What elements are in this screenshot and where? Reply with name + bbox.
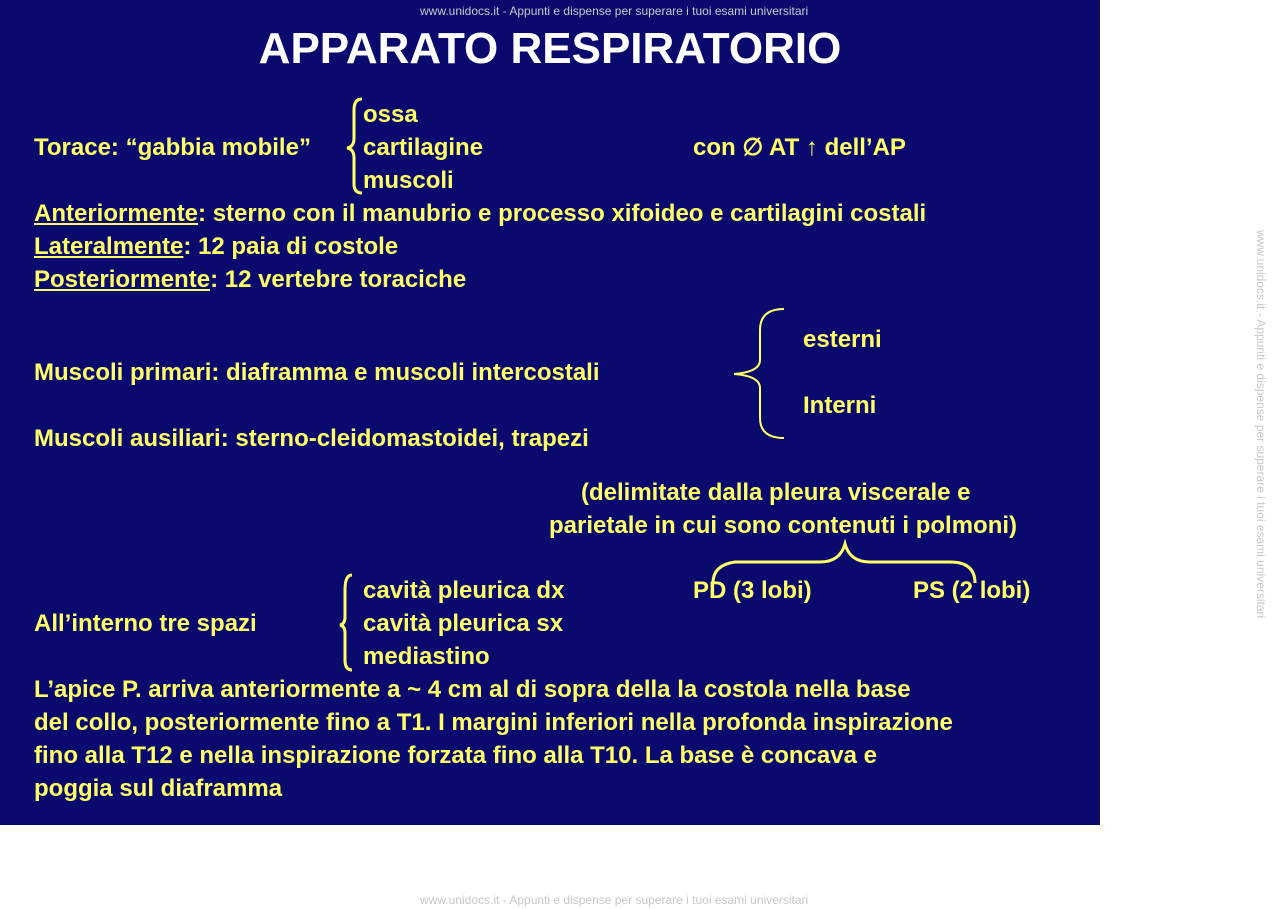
torace-item-ossa: ossa bbox=[363, 101, 418, 128]
muscles-branch-interni: Interni bbox=[803, 392, 877, 419]
slide-title: APPARATO RESPIRATORIO bbox=[258, 24, 842, 73]
anatomy-anterior-label: Anteriormente bbox=[34, 200, 199, 227]
apex-line-4: poggia sul diaframma bbox=[34, 775, 283, 802]
lungs-brace bbox=[713, 544, 975, 583]
muscles-auxiliary: Muscoli ausiliari: sterno-cleidomastoidei, trapezi bbox=[34, 425, 589, 452]
space-cavita-dx: cavità pleurica dx bbox=[363, 577, 565, 604]
apex-line-2: del collo, posteriormente fino a T1. I margini inferiori nella profonda inspirazione bbox=[34, 709, 953, 736]
anatomy-lateral-label: Lateralmente bbox=[34, 233, 184, 260]
lung-right: PD (3 lobi) bbox=[693, 577, 812, 604]
muscles-brace bbox=[734, 309, 784, 438]
torace-item-cartilagine: cartilagine bbox=[363, 134, 484, 161]
anatomy-posterior-label: Posteriormente bbox=[34, 266, 211, 293]
torace-note: con ∅ AT ↑ dell’AP bbox=[693, 134, 906, 161]
space-cavita-sx: cavità pleurica sx bbox=[363, 610, 564, 637]
torace-brace bbox=[347, 99, 362, 193]
muscles-branch-esterni: esterni bbox=[803, 326, 882, 353]
muscles-primary: Muscoli primari: diaframma e muscoli intercostali bbox=[34, 359, 600, 386]
anatomy-posterior-text: : 12 vertebre toraciche bbox=[210, 266, 467, 293]
apex-line-1: L’apice P. arriva anteriormente a ~ 4 cm al di sopra della la costola nella base bbox=[34, 676, 911, 703]
anatomy-anterior-text: : sterno con il manubrio e processo xifoideo e cartilagini costali bbox=[198, 200, 927, 227]
watermark-bottom: www.unidocs.it - Appunti e dispense per superare i tuoi esami universitari bbox=[420, 893, 809, 907]
spaces-brace bbox=[340, 575, 352, 670]
space-mediastino: mediastino bbox=[363, 643, 490, 670]
torace-label: Torace: “gabbia mobile” bbox=[34, 134, 311, 161]
watermark-right: www.unidocs.it - Appunti e dispense per superare i tuoi esami universitari bbox=[1254, 230, 1268, 619]
pleura-note-line2: parietale in cui sono contenuti i polmoni) bbox=[549, 512, 1018, 539]
apex-line-3: fino alla T12 e nella inspirazione forzata fino alla T10. La base è concava e bbox=[34, 742, 877, 769]
spaces-label: All’interno tre spazi bbox=[34, 610, 257, 637]
anatomy-lateral-text: : 12 paia di costole bbox=[183, 233, 399, 260]
lung-left: PS (2 lobi) bbox=[913, 577, 1031, 604]
pleura-note-line1: (delimitate dalla pleura viscerale e bbox=[581, 479, 971, 506]
torace-item-muscoli: muscoli bbox=[363, 167, 454, 194]
watermark-top: www.unidocs.it - Appunti e dispense per superare i tuoi esami universitari bbox=[420, 4, 809, 18]
